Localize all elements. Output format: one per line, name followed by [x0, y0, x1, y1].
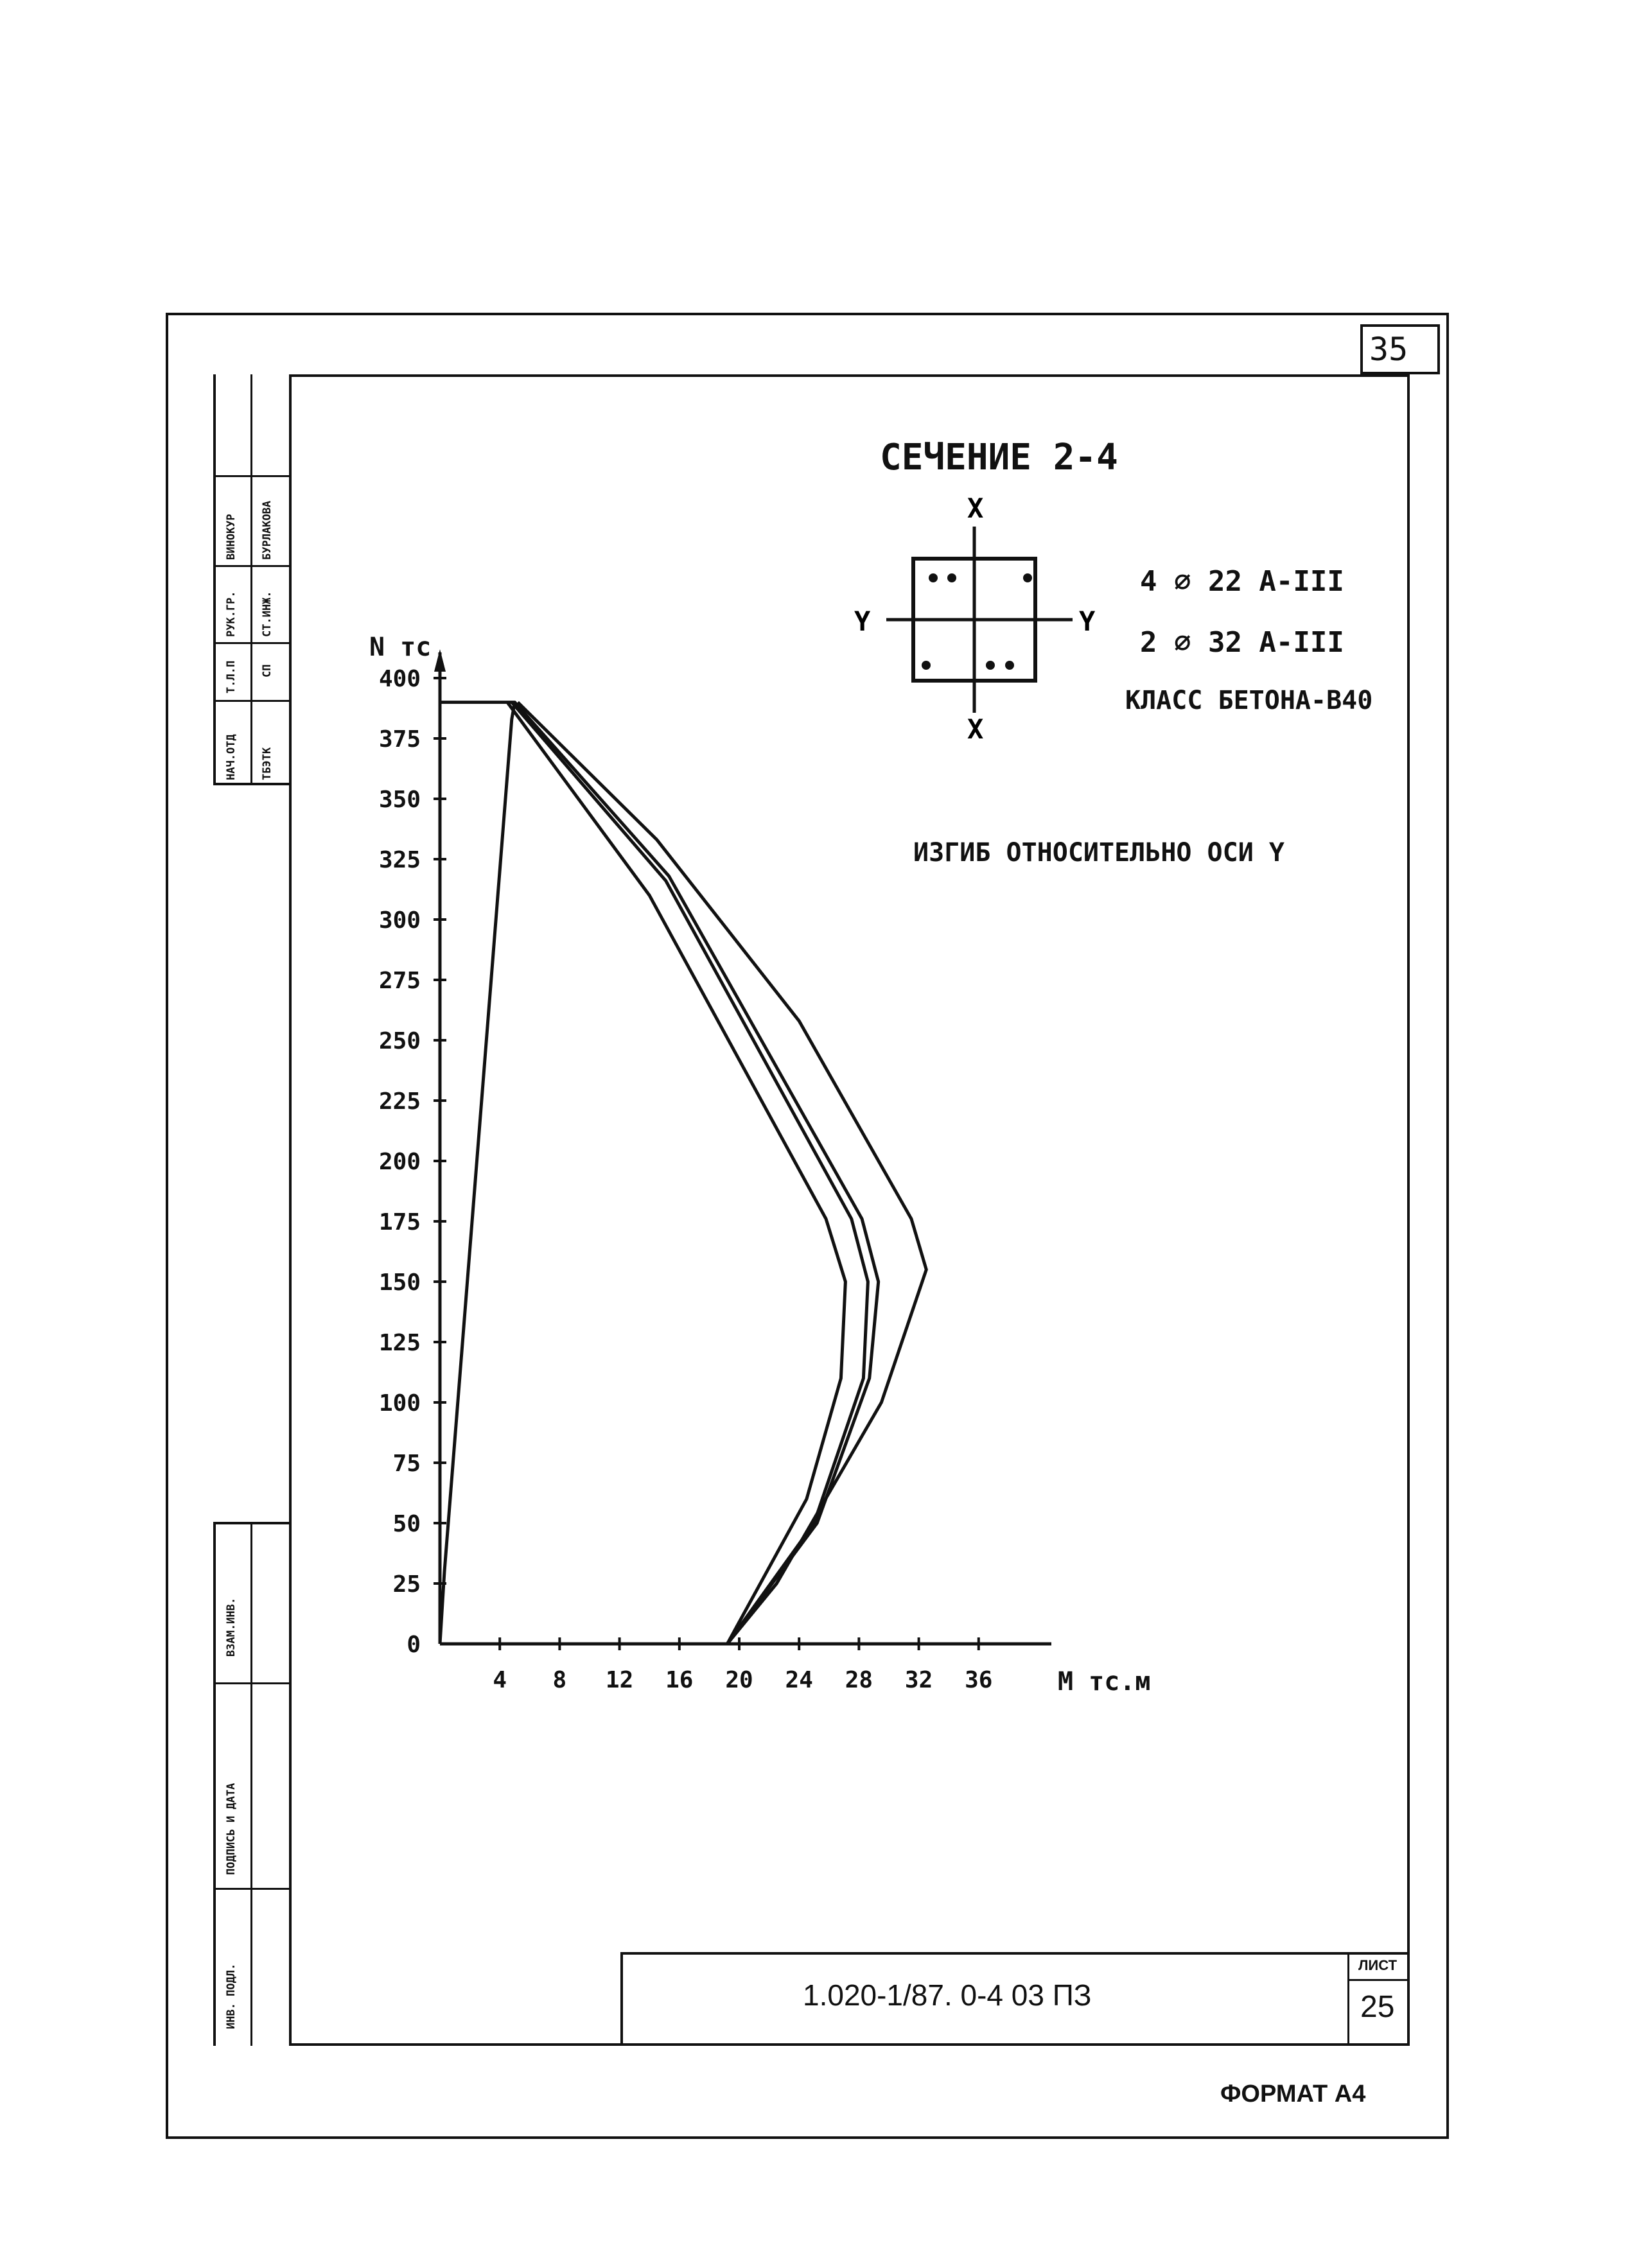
stamp-bottom-row-1 — [213, 1682, 289, 1684]
inner-frame-top — [289, 374, 1410, 377]
y-axis-label: N тс — [369, 632, 432, 662]
stamp-top-row-2 — [213, 565, 289, 567]
x-tick-label: 32 — [904, 1667, 933, 1693]
y-tick-label: 125 — [378, 1330, 421, 1356]
stamp-name-1: ТБЭТК — [261, 747, 274, 780]
y-tick-label: 275 — [378, 968, 421, 994]
outer-frame-right — [1446, 313, 1449, 2139]
x-axis-label: М тс.м — [1058, 1667, 1151, 1697]
y-tick-label: 25 — [392, 1571, 421, 1598]
section-title: СЕЧЕНИЕ 2-4 — [880, 437, 1118, 478]
y-tick-label: 150 — [378, 1269, 421, 1296]
stamp-role-4: ВИНОКУР — [225, 514, 238, 560]
series-line-2 — [507, 702, 846, 1644]
y-tick-label: 175 — [378, 1209, 421, 1235]
stamp-label-vzam-inv: ВЗАМ.ИНВ. — [225, 1597, 238, 1657]
stamp-name-2: СП — [261, 664, 274, 677]
series-line-3 — [512, 702, 868, 1644]
rebar-spec-2: 2 ⌀ 32 А-III — [1140, 626, 1344, 659]
axis-letter-y-left: Y — [854, 606, 871, 637]
y-tick-label: 250 — [378, 1028, 421, 1054]
format-label: ФОРМАТ А4 — [1220, 2080, 1366, 2107]
chart-ticks — [379, 666, 993, 1693]
y-tick-label: 50 — [392, 1511, 421, 1537]
x-tick-label: 4 — [493, 1667, 507, 1693]
inner-frame-right — [1407, 374, 1410, 2046]
rebar-dot-3 — [1023, 573, 1032, 582]
stamp-top-row-4 — [213, 700, 289, 702]
x-tick-label: 36 — [965, 1667, 993, 1693]
stamp-bottom-row-2 — [213, 1888, 289, 1890]
y-tick-label: 400 — [378, 666, 421, 692]
x-tick-label: 12 — [605, 1667, 634, 1693]
rebar-dot-1 — [929, 573, 938, 582]
y-tick-label: 375 — [378, 726, 421, 753]
stamp-bottom-col-divider — [250, 1522, 252, 2046]
y-axis-arrow — [434, 649, 446, 672]
y-tick-label: 350 — [378, 787, 421, 813]
y-tick-label: 75 — [392, 1451, 421, 1477]
rebar-spec-1: 4 ⌀ 22 А-III — [1140, 565, 1344, 598]
page-number: 35 — [1369, 331, 1408, 368]
axis-letter-x-bottom: X — [967, 713, 984, 738]
stamp-role-2: Т.Л.П — [225, 660, 238, 693]
stamp-top-row-1 — [213, 475, 289, 477]
interaction-chart — [347, 616, 1156, 1721]
sheet-number: 25 — [1360, 1990, 1395, 2024]
concrete-class: КЛАСС БЕТОНА-В40 — [1125, 686, 1373, 715]
x-tick-label: 16 — [665, 1667, 694, 1693]
x-tick-label: 8 — [552, 1667, 567, 1693]
stamp-role-3: РУК.ГР. — [225, 591, 238, 637]
stamp-label-inv-podl: ИНВ. ПОДЛ. — [225, 1963, 238, 2029]
y-tick-label: 325 — [378, 847, 421, 873]
inner-frame-left — [289, 374, 292, 2046]
stamp-top-col-divider — [250, 374, 252, 785]
stamp-top-row-3 — [213, 642, 289, 644]
chart-series — [440, 702, 926, 1644]
chart-axes — [369, 632, 1151, 1697]
outer-frame-bottom — [166, 2136, 1449, 2139]
stamp-role-1: НАЧ.ОТД — [225, 734, 238, 780]
bending-note: ИЗГИБ ОТНОСИТЕЛЬНО ОСИ Y — [913, 838, 1284, 868]
y-tick-label: 300 — [378, 907, 421, 934]
stamp-name-3: СТ.ИНЖ. — [261, 591, 274, 637]
outer-frame-left — [166, 313, 168, 2139]
stamp-name-4: БУРЛАКОВА — [261, 500, 274, 560]
outer-frame-top — [166, 313, 1449, 315]
sheet-label: ЛИСТ — [1358, 1957, 1398, 1973]
title-block-sheet-divider — [1347, 1952, 1349, 2046]
x-tick-label: 20 — [725, 1667, 753, 1693]
series-line-1 — [440, 702, 515, 1644]
stamp-label-signature-date: ПОДПИСЬ И ДАТА — [225, 1783, 238, 1875]
rebar-dot-2 — [947, 573, 956, 582]
title-block-sheet-row — [1347, 1979, 1410, 1981]
axis-letter-y-right: Y — [1079, 606, 1096, 637]
y-tick-label: 200 — [378, 1149, 421, 1175]
x-tick-label: 24 — [785, 1667, 813, 1693]
y-tick-label: 0 — [407, 1632, 421, 1658]
axis-letter-x-top: X — [967, 493, 984, 524]
series-line-5 — [518, 702, 926, 1644]
y-tick-label: 225 — [378, 1088, 421, 1115]
document-code: 1.020-1/87. 0-4 03 ПЗ — [803, 1978, 1092, 2012]
y-tick-label: 100 — [378, 1390, 421, 1417]
x-tick-label: 28 — [845, 1667, 873, 1693]
